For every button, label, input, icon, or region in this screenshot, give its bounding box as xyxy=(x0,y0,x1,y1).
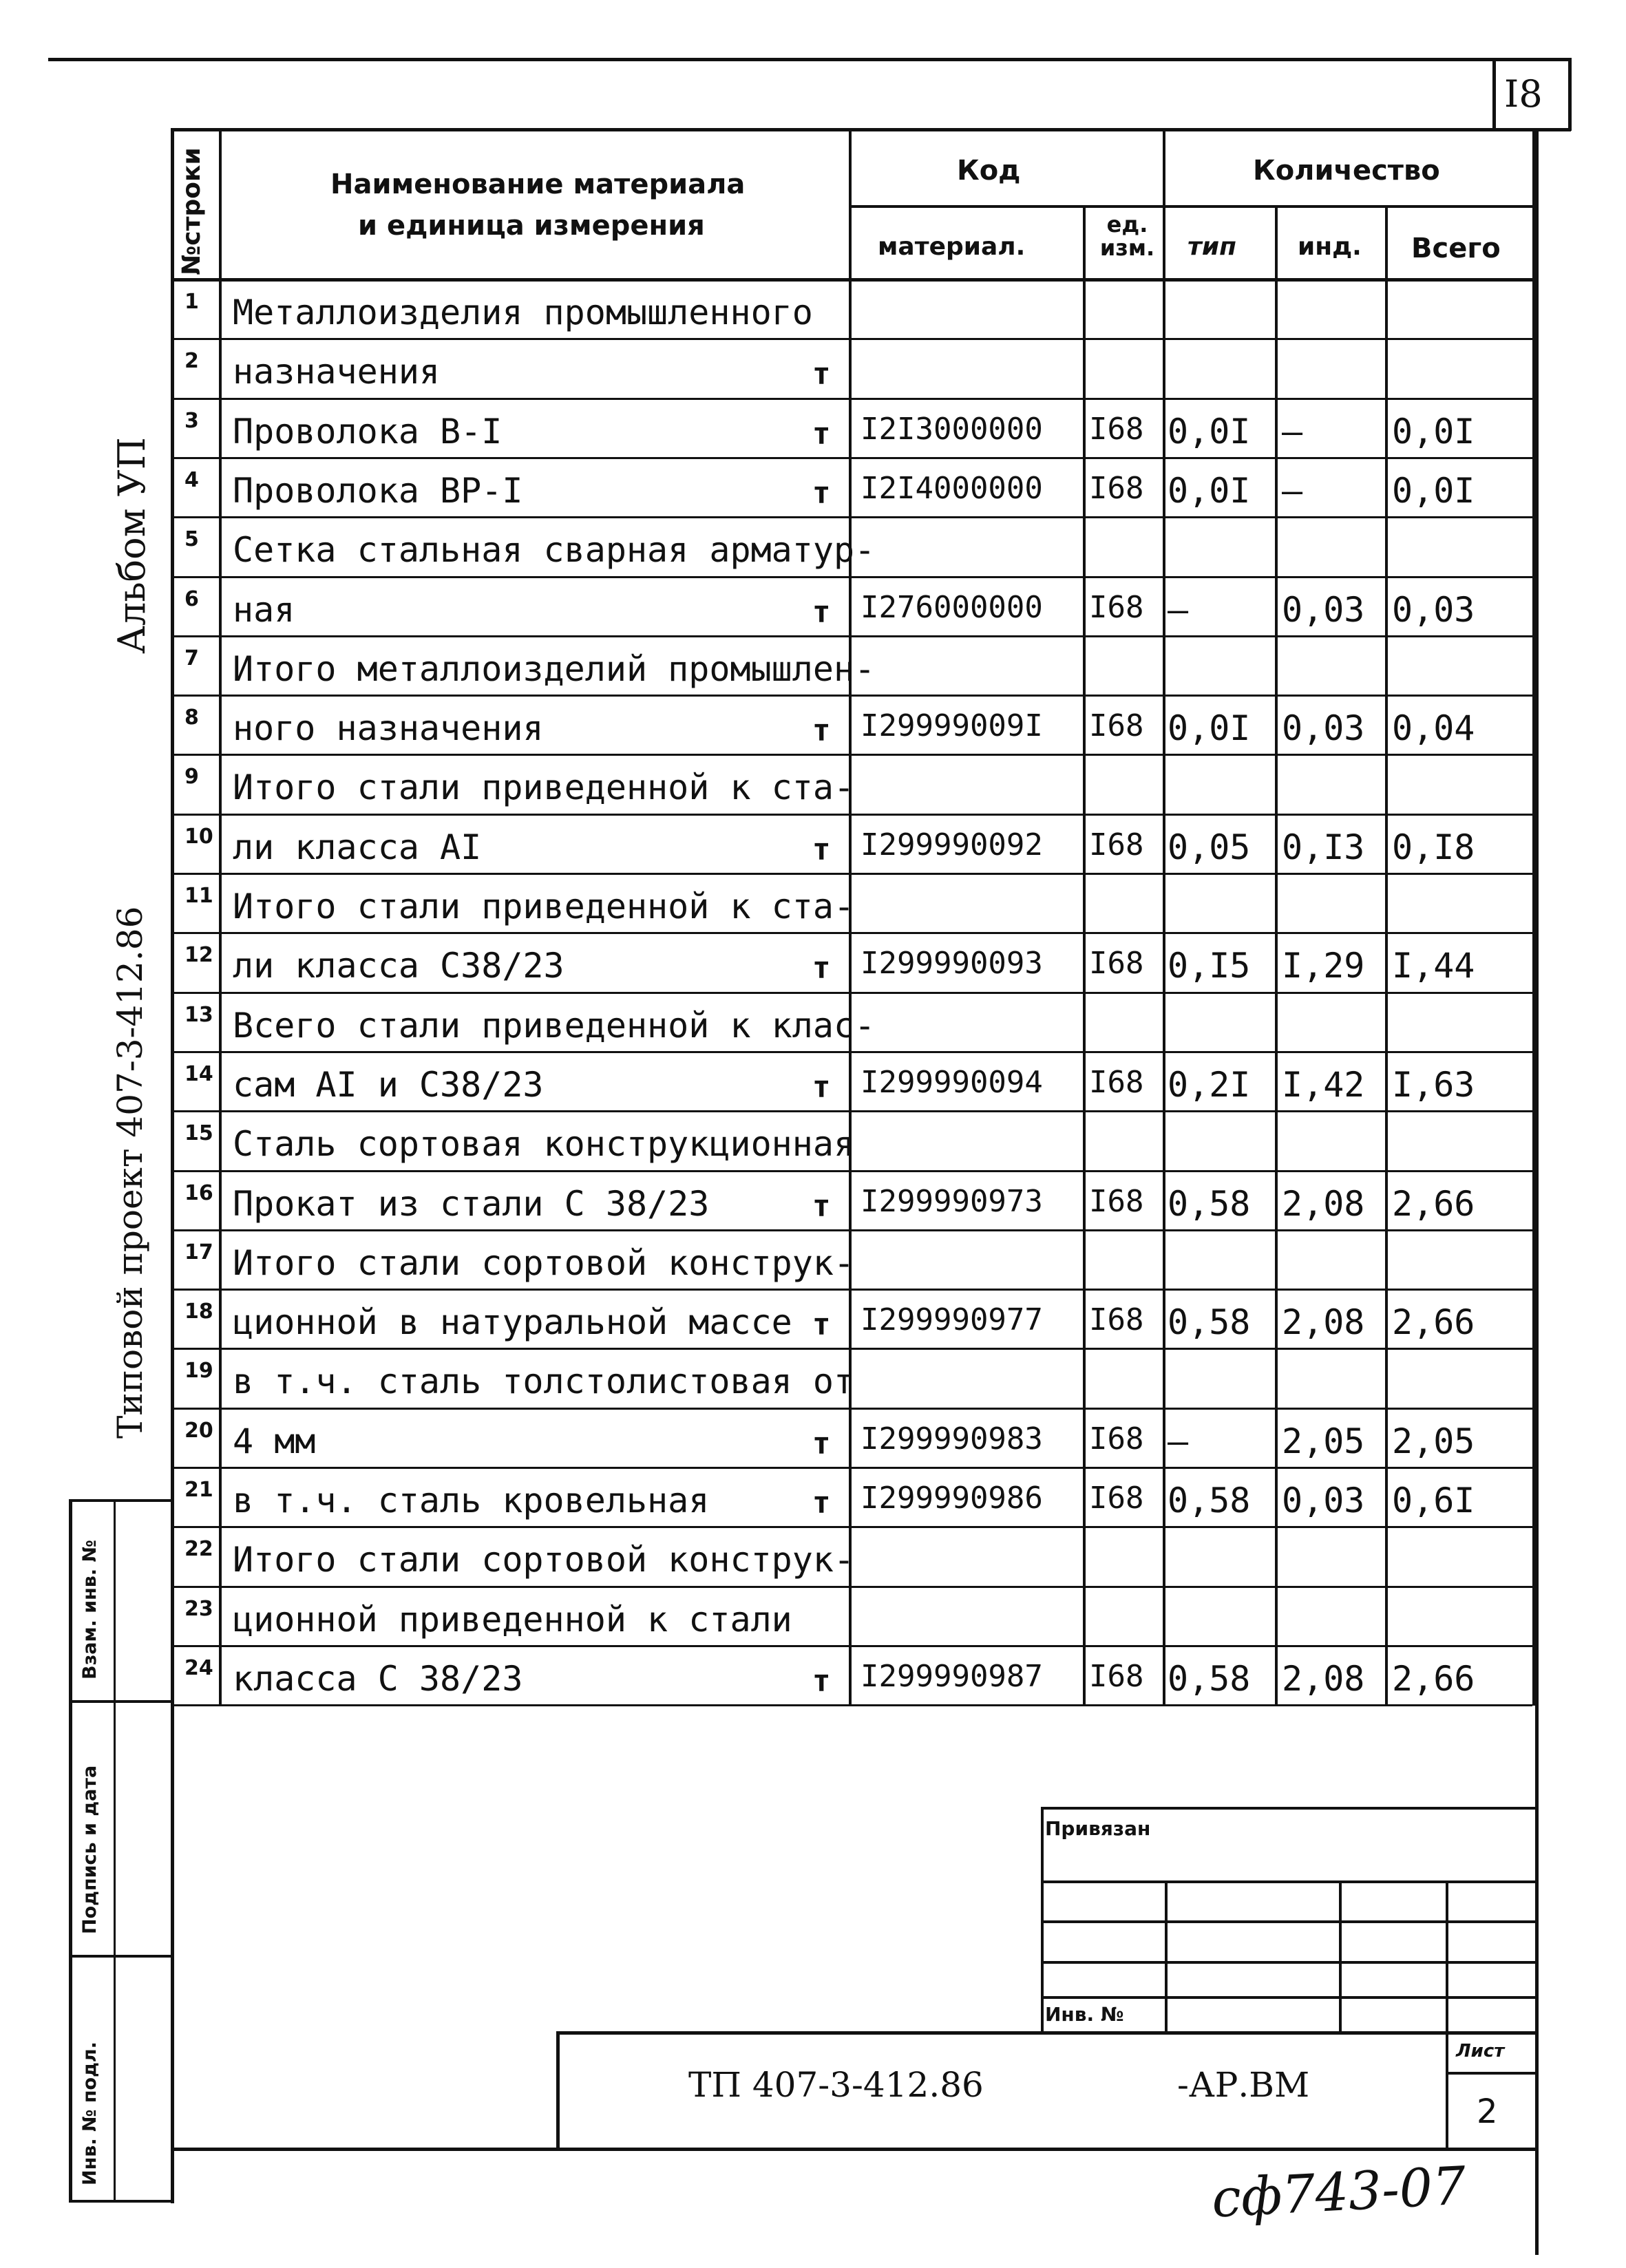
tb-main-left xyxy=(556,2031,560,2150)
tb-v2 xyxy=(1339,1880,1342,2031)
frame-bottom xyxy=(171,2148,1535,2151)
row-qty-total: I,44 xyxy=(1392,946,1475,986)
row-number: 15 xyxy=(184,1121,213,1145)
tb-privyazan: Привязан xyxy=(1045,1817,1151,1840)
tb-v1 xyxy=(1165,1880,1168,2031)
right-border xyxy=(1568,58,1572,131)
row-name: ли класса С38/23 xyxy=(233,946,564,986)
row-code: I299990987 xyxy=(860,1659,1043,1694)
row-name: в т.ч. сталь толстолистовая от xyxy=(233,1361,855,1401)
row-qty-ind: 0,I3 xyxy=(1282,827,1365,867)
row-number: 3 xyxy=(184,409,199,433)
row-qty-tip: 0,2I xyxy=(1168,1065,1251,1105)
row-qty-total: I,63 xyxy=(1392,1065,1475,1105)
row-separator xyxy=(172,457,1532,459)
header-ind: инд. xyxy=(1298,233,1362,261)
row-qty-ind: 2,05 xyxy=(1282,1421,1365,1461)
row-name: сам АI и С38/23 xyxy=(233,1065,544,1105)
row-name: Металлоизделия промышленного xyxy=(233,293,813,332)
row-qty-tip: – xyxy=(1168,590,1189,630)
row-separator xyxy=(172,1467,1532,1469)
row-qty-ind: 2,08 xyxy=(1282,1302,1365,1342)
row-number: 10 xyxy=(184,825,213,849)
row-code: I299990986 xyxy=(860,1481,1043,1516)
row-code: I299990093 xyxy=(860,946,1043,981)
row-qty-total: 0,0I xyxy=(1392,471,1475,511)
row-code: I299990977 xyxy=(860,1302,1043,1337)
row-unit-t: т xyxy=(812,713,831,748)
row-separator xyxy=(172,1704,1532,1706)
row-number: 11 xyxy=(184,884,213,908)
row-unit: I68 xyxy=(1089,946,1144,981)
row-qty-tip: 0,0I xyxy=(1168,471,1251,511)
row-separator xyxy=(172,516,1532,518)
tb-h5 xyxy=(1041,1996,1535,1999)
tb-sheet-label: Лист xyxy=(1456,2041,1505,2062)
row-separator xyxy=(172,635,1532,637)
frame-left xyxy=(171,128,174,2203)
row-number: 9 xyxy=(184,765,199,789)
side-label-project: Типовой проект 407-3-412.86 xyxy=(110,906,150,1439)
row-name: 4 мм xyxy=(233,1421,316,1461)
row-qty-total: 2,05 xyxy=(1392,1421,1475,1461)
header-row-no: №строки xyxy=(178,147,206,275)
row-number: 20 xyxy=(184,1419,213,1443)
stamp-left xyxy=(69,1499,72,2203)
row-name: Всего стали приведенной к клас- xyxy=(233,1006,876,1046)
row-number: 22 xyxy=(184,1537,213,1561)
row-name: в т.ч. сталь кровельная xyxy=(233,1481,710,1520)
page-number: I8 xyxy=(1504,72,1543,116)
row-number: 7 xyxy=(184,646,199,670)
header-name-line2: и единица измерения xyxy=(358,210,705,242)
row-qty-tip: – xyxy=(1168,1421,1189,1461)
col-line-tip xyxy=(1275,206,1278,1706)
row-separator xyxy=(172,1110,1532,1112)
frame-top xyxy=(171,128,1571,131)
row-name: ного назначения xyxy=(233,708,544,748)
header-bottom-line xyxy=(171,278,1532,282)
row-code: I2I4000000 xyxy=(860,471,1043,506)
row-number: 5 xyxy=(184,527,199,551)
row-unit-t: т xyxy=(812,1307,831,1342)
row-unit-t: т xyxy=(812,476,831,511)
row-unit: I68 xyxy=(1089,827,1144,862)
row-name: ная xyxy=(233,590,295,630)
row-name: Прокат из стали С 38/23 xyxy=(233,1184,710,1224)
row-name: Проволока ВР-I xyxy=(233,471,523,511)
row-name: Сетка стальная сварная арматур- xyxy=(233,530,876,570)
row-unit-t: т xyxy=(812,416,831,452)
row-number: 8 xyxy=(184,706,199,730)
page-box-left xyxy=(1492,58,1496,131)
row-unit-t: т xyxy=(812,1485,831,1520)
row-code: I299990092 xyxy=(860,827,1043,862)
row-qty-total: 0,I8 xyxy=(1392,827,1475,867)
row-unit-t: т xyxy=(812,1189,831,1224)
tb-sheet-div xyxy=(1446,2072,1535,2075)
row-code: I299990973 xyxy=(860,1184,1043,1219)
row-unit-t: т xyxy=(812,357,831,392)
row-qty-tip: 0,0I xyxy=(1168,412,1251,452)
row-separator xyxy=(172,1645,1532,1647)
tb-main-top xyxy=(556,2031,1535,2035)
row-unit: I68 xyxy=(1089,708,1144,743)
row-unit: I68 xyxy=(1089,1421,1144,1456)
row-qty-tip: 0,58 xyxy=(1168,1659,1251,1699)
row-qty-tip: 0,05 xyxy=(1168,827,1251,867)
stamp-podpis: Подпись и дата xyxy=(79,1765,101,1934)
row-unit-t: т xyxy=(812,1664,831,1699)
row-name: Итого стали приведенной к ста- xyxy=(233,887,855,926)
row-name: Итого металлоизделий промышлен- xyxy=(233,649,876,689)
row-separator xyxy=(172,814,1532,816)
row-qty-ind: 0,03 xyxy=(1282,590,1365,630)
row-separator xyxy=(172,1586,1532,1588)
stamp-top xyxy=(69,1499,172,1502)
row-name: Итого стали приведенной к ста- xyxy=(233,767,855,807)
row-name: Итого стали сортовой конструк- xyxy=(233,1243,855,1283)
row-number: 17 xyxy=(184,1240,213,1264)
row-separator xyxy=(172,1526,1532,1528)
row-unit: I68 xyxy=(1089,471,1144,506)
row-unit-t: т xyxy=(812,1070,831,1105)
row-unit: I68 xyxy=(1089,590,1144,625)
row-separator xyxy=(172,1229,1532,1231)
stamp-inv-vzam: Взам. инв. № xyxy=(79,1539,101,1679)
row-separator xyxy=(172,576,1532,578)
row-number: 16 xyxy=(184,1181,213,1205)
header-tip: тип xyxy=(1187,233,1236,261)
col-line-ind xyxy=(1385,206,1388,1706)
tb-designation: ТП 407-3-412.86 xyxy=(688,2065,984,2105)
row-qty-ind: 0,03 xyxy=(1282,708,1365,748)
row-unit-t: т xyxy=(812,1426,831,1461)
col-line-num xyxy=(219,128,222,1706)
stamp-div-2 xyxy=(69,1955,172,1958)
row-unit: I68 xyxy=(1089,1065,1144,1100)
row-qty-tip: 0,I5 xyxy=(1168,946,1251,986)
row-name: Итого стали сортовой конструк- xyxy=(233,1540,855,1580)
stamp-bottom xyxy=(69,2200,172,2203)
tb-inv-no: Инв. № xyxy=(1045,2003,1124,2026)
row-separator xyxy=(172,873,1532,875)
row-number: 13 xyxy=(184,1003,213,1027)
row-name: ли класса АI xyxy=(233,827,482,867)
row-name: ционной приведенной к стали xyxy=(233,1600,792,1640)
tb-sheet-no: 2 xyxy=(1477,2092,1498,2131)
frame-right xyxy=(1535,128,1539,2255)
tb-h4 xyxy=(1041,1961,1535,1964)
row-separator xyxy=(172,398,1532,400)
row-qty-total: 2,66 xyxy=(1392,1302,1475,1342)
row-separator xyxy=(172,754,1532,756)
tb-v3 xyxy=(1446,1880,1448,2149)
row-name: класса С 38/23 xyxy=(233,1659,523,1699)
row-number: 2 xyxy=(184,349,199,373)
col-line-right xyxy=(1532,128,1535,1706)
tb-mark: -АР.ВМ xyxy=(1177,2065,1310,2105)
row-name: Проволока В-I xyxy=(233,412,503,452)
row-separator xyxy=(172,1170,1532,1172)
row-separator xyxy=(172,1348,1532,1350)
row-unit-t: т xyxy=(812,951,831,986)
row-number: 24 xyxy=(184,1656,213,1680)
stamp-div-1 xyxy=(69,1700,172,1703)
row-separator xyxy=(172,695,1532,697)
row-separator xyxy=(172,1289,1532,1291)
handwritten-note: сф743-07 xyxy=(1210,2154,1468,2229)
row-qty-tip: 0,58 xyxy=(1168,1302,1251,1342)
tb-h3 xyxy=(1041,1920,1535,1923)
row-qty-ind: – xyxy=(1282,471,1303,511)
row-code: I299990983 xyxy=(860,1421,1043,1456)
row-number: 6 xyxy=(184,587,199,611)
row-qty-tip: 0,0I xyxy=(1168,708,1251,748)
row-number: 4 xyxy=(184,468,199,492)
row-qty-total: 2,66 xyxy=(1392,1659,1475,1699)
row-separator xyxy=(172,1408,1532,1410)
header-unit: ед. изм. xyxy=(1099,211,1155,261)
row-number: 21 xyxy=(184,1478,213,1502)
row-qty-ind: 2,08 xyxy=(1282,1184,1365,1224)
row-separator xyxy=(172,1051,1532,1053)
row-qty-total: 0,03 xyxy=(1392,590,1475,630)
row-unit: I68 xyxy=(1089,1659,1144,1694)
header-total: Всего xyxy=(1411,233,1501,264)
header-name-line1: Наименование материала xyxy=(330,169,746,200)
tb-h2 xyxy=(1041,1880,1535,1883)
row-qty-total: 0,04 xyxy=(1392,708,1475,748)
header-material: материал. xyxy=(878,233,1026,261)
row-unit-t: т xyxy=(812,832,831,867)
row-code: I276000000 xyxy=(860,590,1043,625)
row-unit: I68 xyxy=(1089,1184,1144,1219)
row-name: ционной в натуральной массе xyxy=(233,1302,792,1342)
row-number: 14 xyxy=(184,1062,213,1086)
header-quantity: Количество xyxy=(1253,155,1440,187)
row-name: назначения xyxy=(233,352,441,392)
stamp-inv-podl: Инв. № подл. xyxy=(79,2042,101,2185)
row-qty-total: 0,0I xyxy=(1392,412,1475,452)
row-separator xyxy=(172,932,1532,934)
row-unit: I68 xyxy=(1089,1481,1144,1516)
row-qty-tip: 0,58 xyxy=(1168,1184,1251,1224)
row-code: I299990094 xyxy=(860,1065,1043,1100)
row-qty-ind: – xyxy=(1282,412,1303,452)
row-separator xyxy=(172,992,1532,994)
row-code: I2I3000000 xyxy=(860,412,1043,447)
tb-h1 xyxy=(1041,1807,1535,1810)
row-qty-total: 2,66 xyxy=(1392,1184,1475,1224)
row-number: 19 xyxy=(184,1359,213,1383)
row-number: 12 xyxy=(184,943,213,967)
header-code: Код xyxy=(957,155,1021,187)
header-sub-line xyxy=(849,205,1532,208)
row-qty-ind: 0,03 xyxy=(1282,1481,1365,1520)
row-separator xyxy=(172,338,1532,340)
col-line-unit xyxy=(1163,128,1165,1706)
row-name: Сталь сортовая конструкционная xyxy=(233,1124,855,1164)
row-number: 18 xyxy=(184,1300,213,1324)
row-code: I29999009I xyxy=(860,708,1043,743)
row-unit-t: т xyxy=(812,595,831,630)
stamp-inner xyxy=(114,1499,116,2203)
side-label-album: Альбом УП xyxy=(110,437,154,654)
row-qty-ind: I,29 xyxy=(1282,946,1365,986)
col-line-code xyxy=(1083,206,1086,1706)
row-number: 1 xyxy=(184,290,199,314)
row-qty-total: 0,6I xyxy=(1392,1481,1475,1520)
row-unit: I68 xyxy=(1089,1302,1144,1337)
row-qty-tip: 0,58 xyxy=(1168,1481,1251,1520)
row-qty-ind: I,42 xyxy=(1282,1065,1365,1105)
row-number: 23 xyxy=(184,1597,213,1621)
row-qty-ind: 2,08 xyxy=(1282,1659,1365,1699)
top-rule xyxy=(48,58,1571,61)
row-unit: I68 xyxy=(1089,412,1144,447)
